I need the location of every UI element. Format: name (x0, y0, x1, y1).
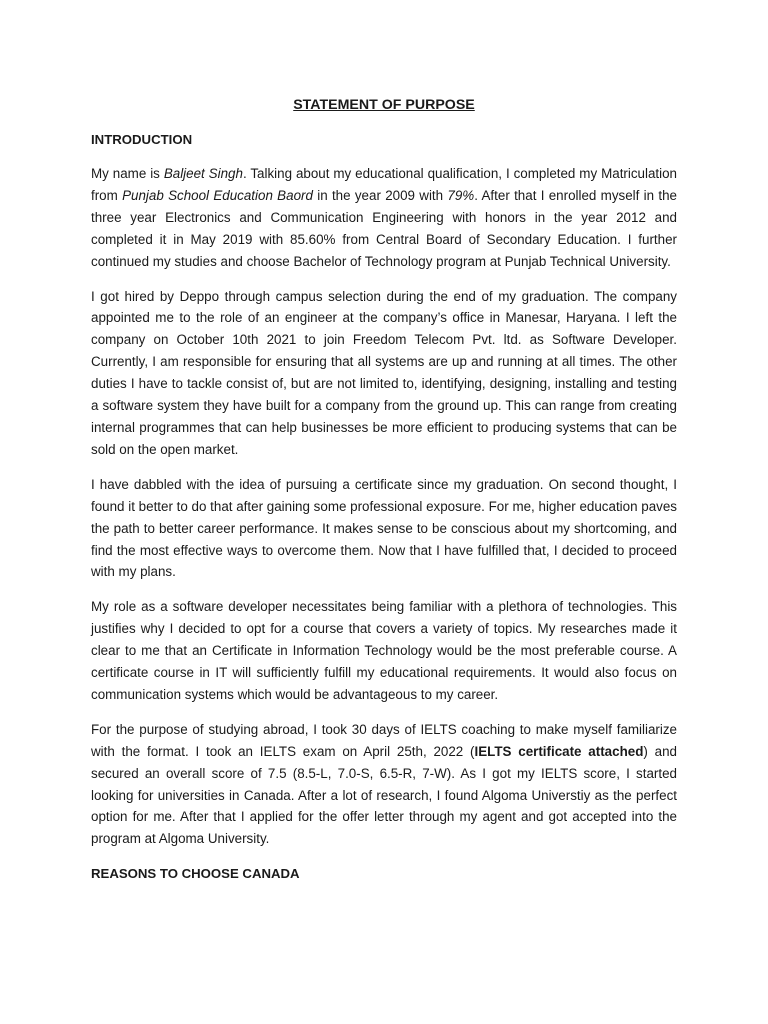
p1-text-3: in the year 2009 with (312, 187, 448, 203)
paragraph-employment: I got hired by Deppo through campus selection during the end of my graduation. The company appointed me to the role of an engineer at the company’s office in Manesar, Haryana. I left the company on October 10th 2021 to join Freedom Telecom Pvt. ltd. as Software Developer. Currently, I am responsible for ensuring that all systems are up and running at all times. The other duties I have to tackle consist of, but are not limited to, identifying, designing, installing and testing a software system they have built for a company from the ground up. This can range from creating internal programmes that can help businesses be more efficient to producing systems that can be sold on the open market. (91, 288, 677, 457)
section-heading-introduction: INTRODUCTION (91, 132, 193, 147)
p1-text-4: . After that I enrolled myself in the three year Electronics and Communication Engineering with honors in the year 2012 and completed it in May 2019 with 85.60% from Central Board of Secondary Education. I further continued my studies and choose Bachelor of Technology program at Punjab Technical University. (91, 187, 677, 269)
p1-text-1: My name is (91, 166, 164, 181)
p1-text-2: . Talking about my educational qualification, I completed my Matriculation from (91, 166, 677, 203)
document-page (91, 94, 677, 897)
paragraph-motivation: I have dabbled with the idea of pursuing a certificate since my graduation. On second thought, I found it better to do that after gaining some professional exposure. For me, higher education paves the path to better career performance. It makes sense to be conscious about my shortcoming, and find the most effective ways to overcome them. Now that I have fulfilled that, I decided to proceed with my plans. (91, 476, 677, 580)
paragraph-introduction (91, 163, 677, 273)
applicant-name: Baljeet Singh (163, 166, 243, 181)
ielts-attachment-note: IELTS certificate attached (474, 743, 644, 759)
section-heading-reasons: REASONS TO CHOOSE CANADA (91, 866, 300, 882)
document-title: STATEMENT OF PURPOSE (293, 97, 475, 113)
school-board: Punjab School Education Baord (122, 187, 313, 203)
p5-text-2: ) and secured an overall score of 7.5 (8.5-L, 7.0-S, 6.5-R, 7-W). As I got my IELTS score, I started looking for universities in Canada. After a lot of research, I found Algoma Universtiy as the perfect option for me. After that I applied for the offer letter through my agent and got accepted into the program at Algoma University. (91, 743, 677, 847)
paragraph-ielts (91, 719, 677, 850)
p5-text-1: For the purpose of studying abroad, I took 30 days of IELTS coaching to make myself familiarize with the format. I took an IELTS exam on April 25th, 2022 ( (91, 721, 677, 759)
paragraph-course-choice: My role as a software developer necessitates being familiar with a plethora of technologies. This justifies why I decided to opt for a course that covers a variety of topics. My researches made it clear to me that an Certificate in Information Technology would be the most preferable course. A certificate course in IT will sufficiently fulfill my educational requirements. It would also focus on communication systems which would be advantageous to my career. (91, 599, 677, 702)
matric-percent: 79% (447, 187, 475, 203)
